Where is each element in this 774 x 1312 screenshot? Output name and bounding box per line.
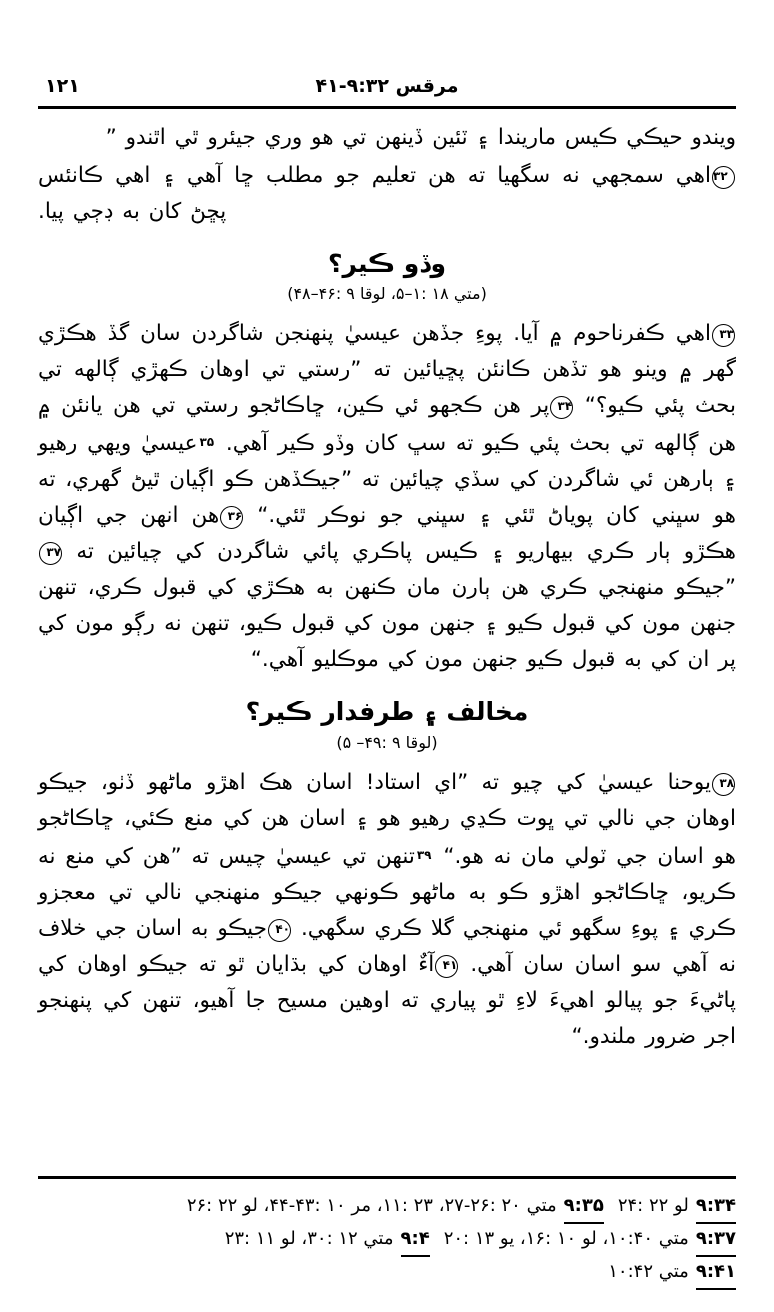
footnote-divider-rule [38, 1176, 736, 1179]
footnote-marker: ۹:۳۴ [696, 1191, 736, 1224]
verse-number-badge: ۳۲ [712, 166, 735, 189]
footnote-references: متي ۱۰:۴۲ [608, 1261, 689, 1282]
footnote-entry [608, 1257, 736, 1290]
verse-number-badge: ۳۳ [712, 324, 735, 347]
page-number: ۱۲۱ [45, 75, 80, 97]
verse-text: پر هن ڪجهو ئي ڪين، ڇاڪاڻجو رستي تي هن يانئن ۾ هن ڳالهه تي بحث پئي ڪيو ته سڀ کان وڏو ڪير آهي. [38, 393, 736, 457]
section-cross-reference: (متي ۱۸ :۱–۵، لوقا ۹ :۴۶–۴۸) [287, 284, 487, 304]
footnote-block [38, 1176, 736, 1290]
verse-text: عيسيٰ ويهي رهيو ۽ ٻارهن ئي شاگردن کي سڏي چيائين ته ”جيڪڏهن ڪو اڳيان ٿيڻ گهري، ته هو سڀني کان پوياڻ ٿئي ۽ سڀني جو نوڪر ٿئي.“ [38, 431, 736, 529]
footnote-entry [187, 1191, 604, 1224]
header-divider-rule [38, 106, 736, 109]
verse-text: آءٌ اوهان کي بڌايان ٿو ته جيڪو اوهان کي پاڻيءَ جو پيالو اهيءَ لاءِ ٿو پياري ته اوهين مسيح جا آهيو، تنهن کي پنهنجو اجر ضرور ملندو.“ [38, 951, 736, 1049]
verse-number-badge: ۴۱ [435, 955, 458, 978]
verse-number-badge: ۳۸ [712, 773, 735, 796]
verse-number-badge: ۳۴ [550, 396, 573, 419]
section-heading-who-is-greatest [38, 248, 736, 306]
footnote-entry [444, 1224, 736, 1257]
verse-number-inline: ۳۹ [416, 847, 432, 862]
footnote-marker: ۹:۳۷ [696, 1224, 736, 1257]
footnote-row [38, 1191, 736, 1224]
footnote-marker: ۹:۴۱ [696, 1257, 736, 1290]
footnote-marker: ۹:۴ [401, 1224, 430, 1257]
verse-text: ويندو حيڪي ڪيس ماريندا ۽ ٽئين ڏينهن تي هو وري جيئرو ٿي اٿندو ” [105, 125, 736, 150]
header-scripture-reference: مرقس ۹:۳۲-۴۱ [315, 75, 459, 97]
text-column [38, 120, 736, 1142]
footnote-references: متي ۱۰:۴۰، لو ۱۰ :۱۶، يو ۱۳ :۲۰ [443, 1228, 689, 1249]
footnote-references: لو ۲۲ :۲۴ [617, 1195, 689, 1216]
verse-number-badge: ۳۶ [220, 506, 243, 529]
footnote-entry [225, 1224, 430, 1257]
verse-text: هن انهن جي اڳيان هڪڙو ٻار ڪري بيهاريو ۽ ڪيس پاڪري پائي شاگردن کي چيائين ته [38, 503, 736, 565]
paragraph-verse-32-continuation [38, 120, 736, 156]
paragraph-section1 [38, 316, 736, 678]
paragraph-verse-32 [38, 158, 736, 230]
running-header [40, 62, 734, 96]
verse-text: اهي سمجهي نه سگهيا ته هن تعليم جو مطلب ڇا آهي ۽ اهي ڪانئس پڇڻ کان به ڊڄي پيا. [38, 163, 711, 224]
section-title: مخالف ۽ طرفدار ڪير؟ [245, 697, 529, 727]
section-heading-opponent-or-supporter [38, 696, 736, 754]
verse-number-badge: ۳۷ [39, 542, 62, 565]
section-cross-reference: (لوقا ۹ :۴۹– ۵) [336, 732, 438, 752]
verse-text: اهي ڪفرناحوم ۾ آيا. پوءِ جڏهن عيسيٰ پنهنجن شاگردن سان گڏ هڪڙي گهر ۾ وينو هو تڏهن ڪانئن پڇيائين ته ”رستي تي اوهان ڪهڙي ڳالهه تي بحث پئي ڪيو؟“ [38, 321, 736, 419]
footnote-entry [618, 1191, 736, 1224]
verse-number-badge: ۴۰ [268, 919, 291, 942]
footnote-references: متي ۲۰ :۲۶-۲۷، ۲۳ :۱۱، مر ۱۰ :۴۳-۴۴، لو ۲۲ :۲۶ [186, 1195, 557, 1216]
footnote-row [38, 1224, 736, 1257]
paragraph-section2 [38, 765, 736, 1055]
section-title: وڏو ڪير؟ [327, 249, 447, 278]
verse-text: يوحنا عيسيٰ کي چيو ته ”اي استاد! اسان هڪ اهڙو ماڻهو ڏٺو، جيڪو اوهان جي نالي تي ڀوت ڪڍي رهيو هو ۽ اسان هن کي منع ڪئي، ڇاڪاڻجو هو اسان جي ٽولي مان نه هو.“ [38, 769, 736, 869]
footnote-references: متي ۱۲ :۳۰، لو ۱۱ :۲۳ [224, 1228, 394, 1249]
verse-text: جيڪو به اسان جي خلاف نه آهي سو اسان سان آهي. [38, 915, 736, 977]
verse-text: ”جيڪو منهنجي ڪري هن ٻارن مان ڪنهن به هڪڙي کي قبول ڪري، تنهن جنهن مون کي قبول ڪيو ۽ جنهن مون کي قبول ڪيو، تنهن نه رڳو مون کي پر ان کي به قبول ڪيو جنهن مون کي موڪليو آهي.“ [38, 575, 736, 673]
footnote-marker: ۹:۳۵ [564, 1191, 604, 1224]
verse-number-inline: ۳۵ [199, 435, 215, 450]
footnote-row [38, 1257, 736, 1290]
verse-text: تنهن تي عيسيٰ چيس ته ”هن کي منع نه ڪريو، ڇاڪاڻجو اهڙو ڪو به ماڻهو ڪونهي جيڪو منهنجي نالي تي معجزو ڪري ۽ پوءِ سگهو ئي منهنجي گلا ڪري سگهي. [38, 843, 737, 941]
